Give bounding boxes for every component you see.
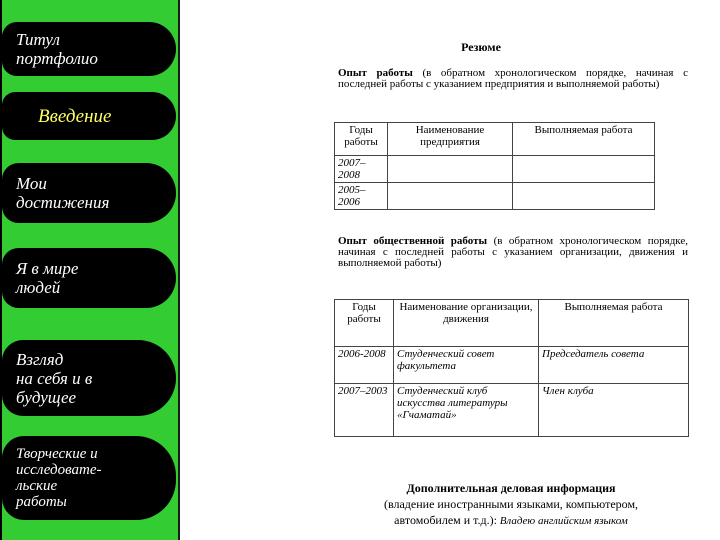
work-experience-heading: Опыт работы	[338, 67, 413, 79]
table-row	[335, 156, 655, 183]
nav-label: Титул портфолио	[16, 30, 98, 68]
cell	[388, 183, 513, 210]
additional-info-line1: (владение иностранными языками, компьютером,	[383, 497, 639, 511]
additional-info-line2-wrap	[328, 512, 694, 529]
additional-info	[328, 480, 694, 529]
header-cell: Выполняемая работа	[513, 123, 655, 156]
social-experience-text: (в обратном хронологическом порядке, начиная с последней работы с указанием организации, движения и выполняемой работы)	[338, 235, 688, 269]
header-cell: Наименование организации, движения	[394, 300, 539, 347]
years-cell: 2006-2008	[335, 347, 394, 384]
sidebar	[0, 0, 180, 540]
header-cell: Наименование предприятия	[388, 123, 513, 156]
cell	[388, 156, 513, 183]
nav-item-title-portfolio[interactable]	[2, 22, 176, 76]
work-experience-paragraph	[338, 68, 688, 90]
organization-cell: Студенческий клуб искусства литературы «Гчаматай»	[394, 384, 539, 437]
cell	[513, 183, 655, 210]
resume-title: Резюме	[461, 40, 501, 54]
resume-document	[268, 22, 694, 534]
nav-label: Я в мире людей	[16, 259, 79, 297]
table-row	[335, 347, 689, 384]
nav-label: Введение	[38, 105, 112, 127]
social-experience-paragraph	[338, 236, 688, 269]
nav-label: Взгляд на себя и в будущее	[16, 349, 93, 407]
social-experience-table	[334, 299, 689, 437]
nav-label: Творческие и исследовате- льские работы	[16, 446, 102, 510]
nav-item-me-in-world[interactable]	[2, 248, 176, 308]
additional-info-title: Дополнительная деловая информация	[406, 481, 616, 495]
handwritten-note: Владею английским языком	[496, 515, 628, 527]
social-experience-heading: Опыт общественной работы	[338, 235, 488, 247]
nav-item-view-future[interactable]	[2, 340, 176, 416]
additional-info-line2: автомобилем и т.д.):	[394, 513, 497, 527]
nav-item-creative-works[interactable]	[2, 436, 176, 520]
role-cell: Член клуба	[539, 384, 689, 437]
table-header-row	[335, 123, 655, 156]
work-experience-text: (в обратном хронологическом порядке, начиная с последней работы с указанием предприятия и выполняемой работы)	[338, 67, 688, 90]
header-cell: Выполняемая работа	[539, 300, 689, 347]
sidebar-divider	[178, 0, 180, 540]
years-cell: 2007–2008	[335, 156, 388, 183]
table-header-row	[335, 300, 689, 347]
years-cell: 2005–2006	[335, 183, 388, 210]
table-row	[335, 183, 655, 210]
work-experience-table	[334, 122, 655, 210]
years-cell: 2007–2003	[335, 384, 394, 437]
nav-item-introduction[interactable]	[2, 92, 176, 140]
table-row	[335, 384, 689, 437]
role-cell: Председатель совета	[539, 347, 689, 384]
header-cell: Годы работы	[335, 123, 388, 156]
header-cell: Годы работы	[335, 300, 394, 347]
nav-item-my-achievements[interactable]	[2, 163, 176, 223]
cell	[513, 156, 655, 183]
nav-label: Мои достижения	[16, 174, 110, 212]
organization-cell: Студенческий совет факультета	[394, 347, 539, 384]
